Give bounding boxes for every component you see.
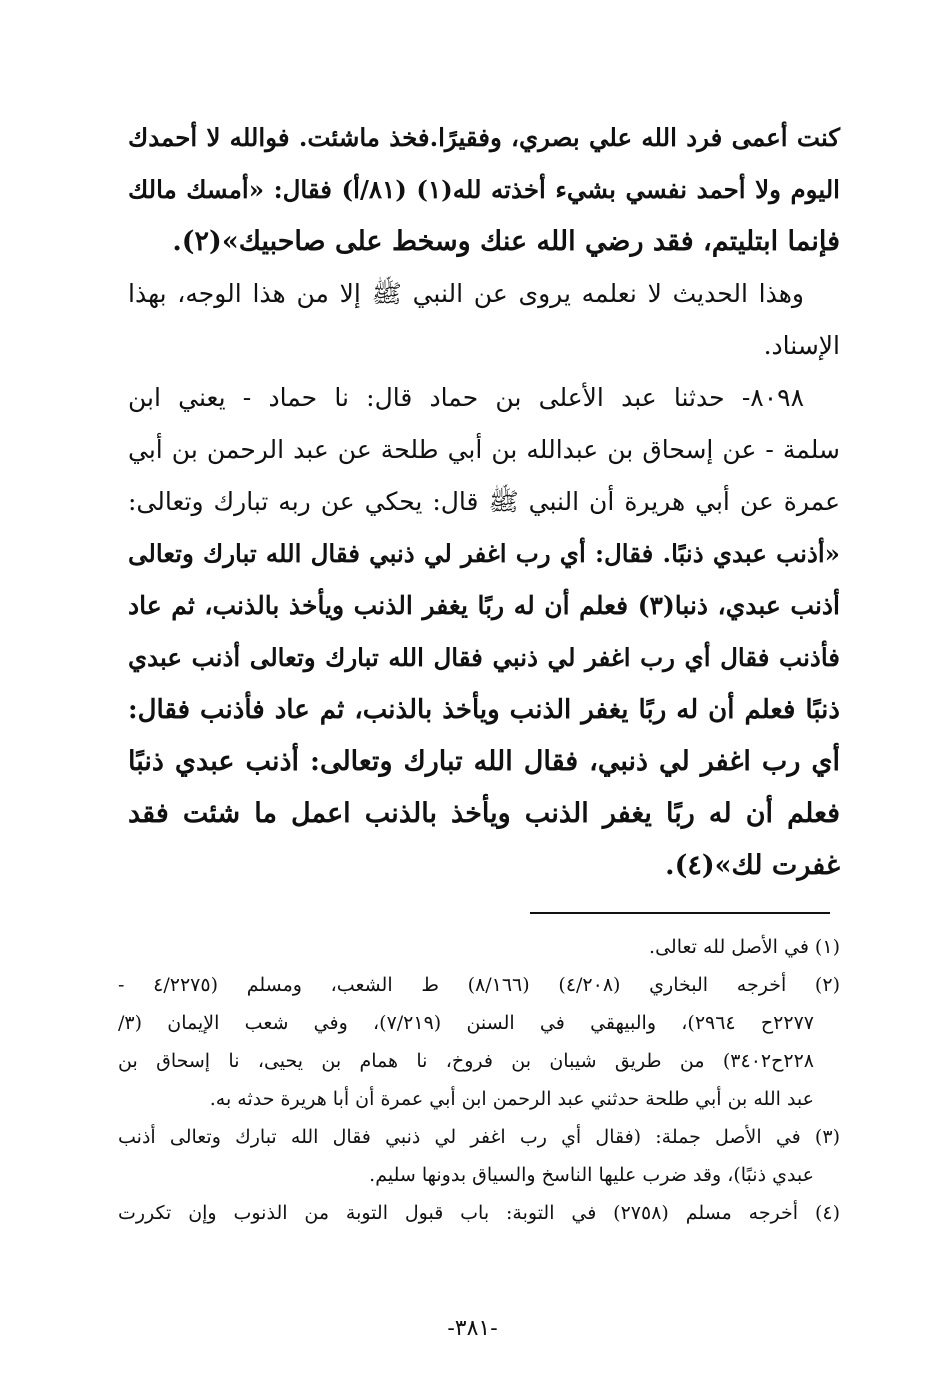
text-line: فعلم أن له ربًا يغفر الذنب ويأخذ بالذنب اعمل ما شئت فقد [128,798,840,829]
text-line: ذنبًا فعلم أن له ربًا يغفر الذنب ويأخذ بالذنب، ثم عاد فأذنب فقال: [128,695,840,725]
footnote-line: عبد الله بن أبي طلحة حدثني عبد الرحمن ابن أبي عمرة أن أبا هريرة حدثه به. [209,1088,814,1110]
main-text [128,112,840,892]
text-line: أي رب اغفر لي ذنبي، فقال الله تبارك وتعالى: أذنب عبدي ذنبًا [128,746,840,777]
footnote-line: عبدي ذنبًا)، وقد ضرب عليها الناسخ والسياق بدونها سليم. [369,1164,814,1186]
page-number: -٣٨١- [447,1316,498,1341]
footnote-line: (١) في الأصل لله تعالى. [649,936,840,958]
text-line: أذنب عبدي، ذنبا(٣) فعلم أن له ربًا يغفر الذنب ويأخذ بالذنب، ثم عاد [128,591,841,620]
text-line: وهذا الحديث لا نعلمه يروى عن النبي ﷺ إلا من هذا الوجه، بهذا [128,279,804,308]
hadith-number-line: ٨٠٩٨- حدثنا عبد الأعلى بن حماد قال: نا حماد - يعني ابن [128,383,804,412]
text-line: الإسناد. [763,331,840,360]
text-line: عمرة عن أبي هريرة أن النبي ﷺ قال: يحكي عن ربه تبارك وتعالى: [128,487,840,516]
text-line: فأذنب فقال أي رب اغفر لي ذنبي فقال الله تبارك وتعالى أذنب عبدي [128,643,840,672]
footnote-line: ٢٢٨ح٣٤٠٢) من طريق شيبان بن فروخ، نا همام بن يحيى، نا إسحاق بن [118,1050,814,1072]
text-line: «أذنب عبدي ذنبًا. فقال: أي رب اغفر لي ذنبي فقال الله تبارك وتعالى [128,539,840,568]
footnote-line: (٣) في الأصل جملة: (فقال أي رب اغفر لي ذنبي فقال الله تبارك وتعالى أذنب [118,1126,840,1148]
text-line: فإنما ابتليتم، فقد رضي الله عنك وسخط على صاحبيك»(٢). [172,226,840,257]
footnote-line: (٤) أخرجه مسلم (٢٧٥٨) في التوبة: باب قبول التوبة من الذنوب وإن تكررت [118,1202,840,1224]
footnotes [118,928,840,1232]
footnote-line: ٢٢٧٧ح ٢٩٦٤)، والبيهقي في السنن (٧/٢١٩)، وفي شعب الإيمان (٣/ [118,1012,814,1034]
footnote-divider [530,912,830,914]
text-line: اليوم ولا أحمد نفسي بشيء أخذته لله(١) (٨١/أ) فقال: «أمسك مالك [128,175,840,204]
text-line: غفرت لك»(٤). [665,850,840,881]
text-line: سلمة - عن إسحاق بن عبدالله بن أبي طلحة عن عبد الرحمن بن أبي [128,435,840,464]
text-line: كنت أعمى فرد الله علي بصري، وفقيرًا.فخذ ماشئت. فوالله لا أحمدك [128,123,840,152]
footnote-line: (٢) أخرجه البخاري (٤/٢٠٨) (٨/١٦٦) ط الشعب، ومسلم (٤/٢٢٧٥ - [118,974,840,996]
